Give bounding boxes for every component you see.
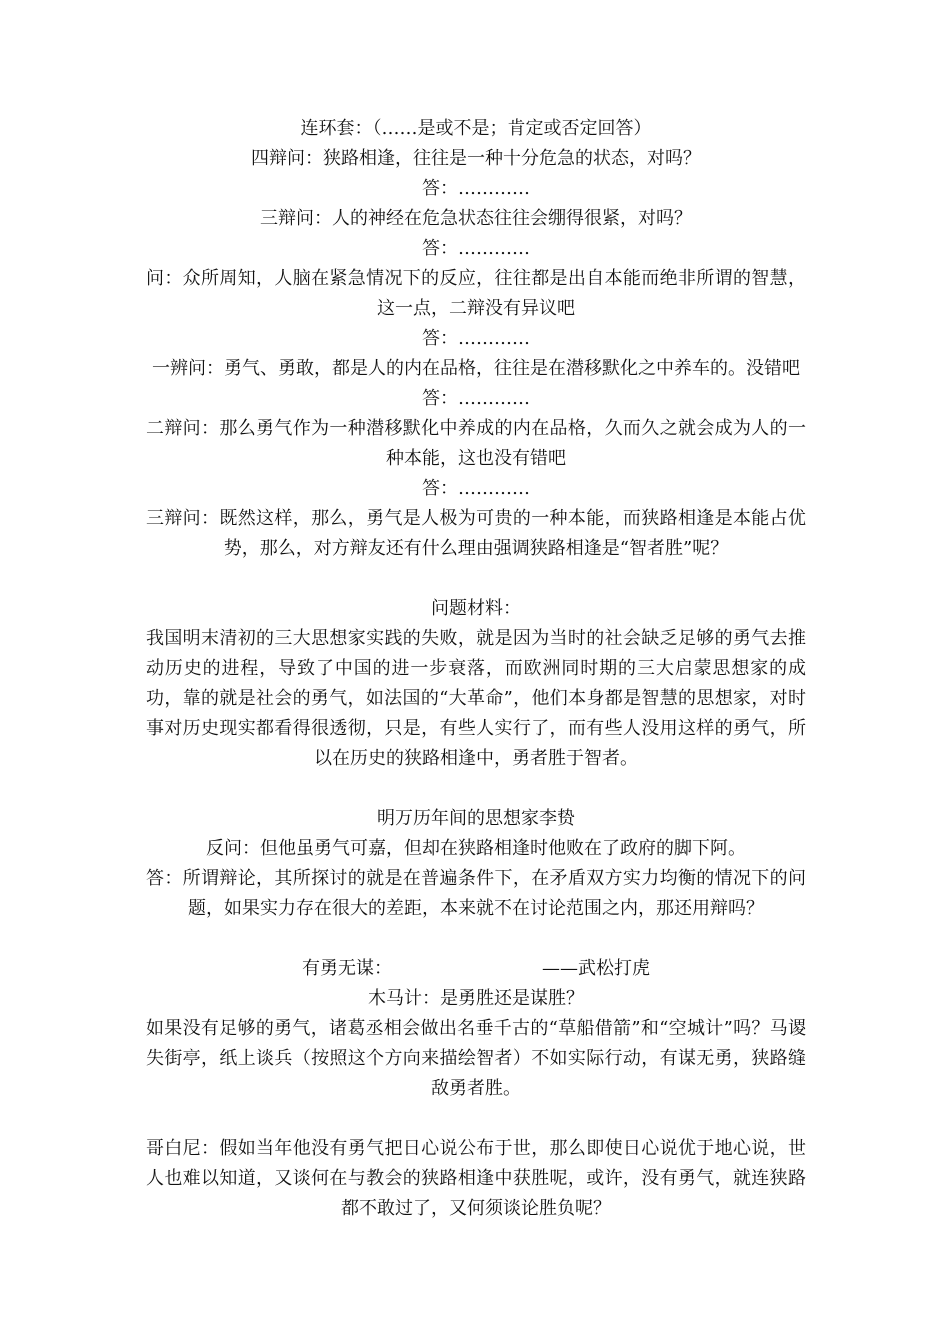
copernicus-paragraph: 哥白尼：假如当年他没有勇气把日心说公布于世，那么即使日心说优于地心说，世人也难以知道，又谈何在与教会的狭路相逢中获胜呢，或许，没有勇气，就连狭路都不敢过了，又何须谈论胜负呢？ <box>146 1138 806 1219</box>
spacer <box>146 774 806 804</box>
answer-placeholder: 答：………… <box>422 328 530 349</box>
third-debater-question: 三辩问：人的神经在危急状态往往会绷得很紧，对吗？ <box>260 208 692 229</box>
third-debater-conclusion: 三辩问：既然这样，那么，勇气是人极为可贵的一种本能，而狭路相逢是本能占优势，那么，对方辩友还有什么理由强调狭路相逢是“智者胜”呢？ <box>146 508 806 559</box>
answer-placeholder: 答：………… <box>422 478 530 499</box>
rebuttal-answer: 答：所谓辩论，其所探讨的就是在普遍条件下，在矛盾双方实力均衡的情况下的问题，如果实力存在很大的差距，本来就不在讨论范围之内，那还用辩吗？ <box>146 868 806 919</box>
first-debater-question: 一辨问：勇气、勇敢，都是人的内在品格，往往是在潜移默化之中养车的。没错吧 <box>152 358 800 379</box>
brave-no-strategy-line <box>146 954 806 984</box>
spacer <box>146 1104 806 1134</box>
answer-placeholder: 答：………… <box>422 178 530 199</box>
chain-questions-heading: 连环套：（……是或不是；肯定或否定回答） <box>300 118 652 139</box>
answer-placeholder: 答：………… <box>422 388 530 409</box>
materials-heading: 问题材料： <box>431 598 521 619</box>
rebuttal-question: 反问：但他虽勇气可嘉，但却在狭路相逢时他败在了政府的脚下阿。 <box>206 838 746 859</box>
second-debater-question: 二辩问：那么勇气作为一种潜移默化中养成的内在品格，久而久之就会成为人的一种本能，这也没有错吧 <box>146 418 806 469</box>
instinct-question: 问：众所周知，人脑在紧急情况下的反应，往往都是出自本能而绝非所谓的智慧，这一点，二辩没有异议吧 <box>146 268 806 319</box>
wu-song-example: ——武松打虎 <box>542 958 650 979</box>
fourth-debater-question: 四辩问：狭路相逢，往往是一种十分危急的状态，对吗？ <box>251 148 701 169</box>
spacer <box>146 924 806 954</box>
answer-placeholder: 答：………… <box>422 238 530 259</box>
trojan-horse-line: 木马计：是勇胜还是谋胜？ <box>368 988 584 1009</box>
zhuge-liang-paragraph: 如果没有足够的勇气，诸葛丞相会做出名垂千古的“草船借箭”和“空城计”吗？马谡失街亭，纸上谈兵（按照这个方向来描绘智者）不如实际行动，有谋无勇，狭路缝敌勇者胜。 <box>146 1018 806 1099</box>
document-page <box>146 114 806 1224</box>
history-material-paragraph: 我国明末清初的三大思想家实践的失败，就是因为当时的社会缺乏足够的勇气去推动历史的进程，导致了中国的进一步衰落，而欧洲同时期的三大启蒙思想家的成功，靠的就是社会的勇气，如法国的“大革命”，他们本身都是智慧的思想家，对时事对历史现实都看得很透彻，只是，有些人实行了，而有些人没用这样的勇气，所以在历史的狭路相逢中，勇者胜于智者。 <box>146 628 806 769</box>
spacer <box>146 564 806 594</box>
li-zhi-heading: 明万历年间的思想家李贽 <box>377 808 575 829</box>
brave-no-strategy-label: 有勇无谋： <box>302 958 392 979</box>
